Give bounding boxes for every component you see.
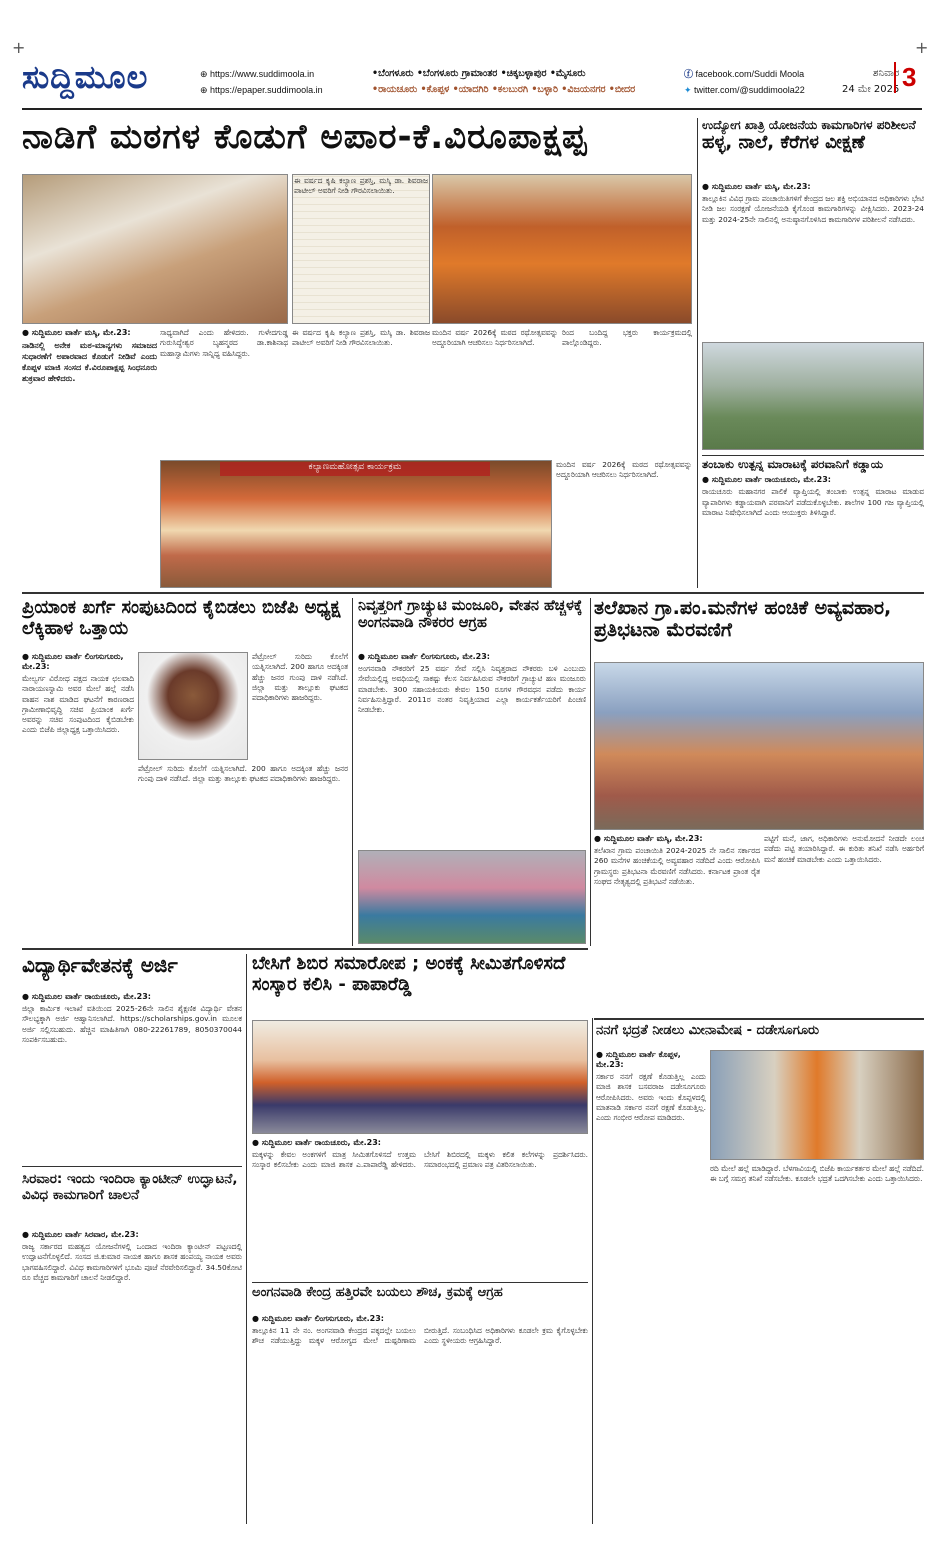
telkhan-col2 (764, 834, 924, 1014)
inspection-headline-box (702, 118, 924, 180)
anganwadi-strike-photo (358, 850, 586, 944)
cities-line-1: •ಬೆಂಗಳೂರು •ಬೆಂಗಳೂರು ಗ್ರಾಮಾಂತರ •ಚಿಕ್ಕಬಳ್ಳಾಪುರ •ಮೈಸೂರು (372, 68, 586, 79)
anganwadi-toilet-headline[interactable]: ಅಂಗನವಾಡಿ ಕೇಂದ್ರ ಹತ್ತಿರವೇ ಬಯಲು ಶೌಚ, ಕ್ರಮಕ್ಕೆ ಆಗ್ರಹ (252, 1286, 503, 1300)
main-photo-speaker (22, 174, 288, 324)
protection-headline[interactable]: ನನಗೆ ಭದ್ರತೆ ನೀಡಲು ಮೀನಾಮೇಷ - ದಡೇಸೂಗೂರು (596, 1024, 820, 1038)
scholarship-headline-box (22, 954, 242, 990)
divider (702, 455, 924, 456)
anganwadi-toilet-body: ತಾಲ್ಲೂಕಿನ 11 ನೇ ನಂ. ಅಂಗನವಾಡಿ ಕೇಂದ್ರದ ಪಕ್ಕದಲ್ಲೇ ಬಯಲು ಶೌಚ ನಡೆಯುತ್ತಿದ್ದು ಮಕ್ಕಳ ಆರೋಗ್ಯದ ಮೇಲೆ ದುಷ್ಪರಿಣಾಮ ಬೀರುತ್ತಿದೆ. ಸಂಬಂಧಿಸಿದ ಅಧಿಕಾರಿಗಳು ಕೂಡಲೇ ಕ್ರಮ ಕೈಗೊಳ್ಳಬೇಕು ಎಂದು ಸ್ಥಳೀಯರು ಆಗ್ರಹಿಸಿದ್ದಾರೆ. (252, 1326, 588, 1346)
facebook-link[interactable]: facebook.com/Suddi Moola (695, 69, 805, 79)
inspection-photo (702, 342, 924, 450)
inspection-body-box (702, 182, 924, 342)
cities-line-2: •ರಾಯಚೂರು •ಕೊಪ್ಪಳ •ಯಾದಗಿರಿ •ಕಲಬುರಗಿ •ಬಳ್ಳಾರಿ •ವಿಜಯನಗರ •ಬೀದರ (372, 84, 636, 95)
main-col3b (292, 328, 430, 458)
kharge-headline[interactable]: ಪ್ರಿಯಾಂಕ ಖರ್ಗೆ ಸಂಪುಟದಿಂದ ಕೈಬಿಡಲು ಬಿಜೆಪಿ ಅಧ್ಯಕ್ಷ ಲೆಕ್ಕಿಹಾಳ ಒತ್ತಾಯ (22, 598, 341, 639)
newspaper-logo[interactable]: ಸುದ್ದಿಮೂಲ (22, 58, 149, 96)
masthead (22, 58, 922, 110)
kharge-byline: ● ಸುದ್ದಿಮೂಲ ವಾರ್ತೆ ಲಿಂಗಸುಗೂರು, ಮೇ.23: (22, 652, 124, 671)
anganwadi-strike-headline-box (358, 598, 586, 648)
edition-cities (372, 66, 635, 98)
inspection-body: ತಾಲ್ಲೂಕಿನ ವಿವಿಧ ಗ್ರಾಮ ಪಂಚಾಯಿತಿಗಳಿಗೆ ಕೇಂದ್ರದ ಜಲ ಶಕ್ತಿ ಅಭಿಯಾನದ ಅಧಿಕಾರಿಗಳು ಭೇಟಿ ನೀಡಿ ಜಲ ಸಂರಕ್ಷಣೆ ಯೋಜನೆಯಡಿ ಕೈಗೊಂಡ ಕಾಮಗಾರಿಗಳನ್ನು ವೀಕ್ಷಿಸಿದರು. 2023-24 ಮತ್ತು 2024-25ನೇ ಸಾಲಿನಲ್ಲಿ ಅನುಷ್ಠಾನಗೊಳಿಸಿದ ಕಾಮಗಾರಿಗಳ ಪರಿಶೀಲನೆ ನಡೆಸಿದರು. (702, 194, 924, 224)
tobacco-article (702, 458, 924, 588)
protection-body-col2: ರದಿ ಮೇಲೆ ಹಲ್ಲೆ ಮಾಡಿದ್ದಾರೆ. ಬೆಳಗಾವಿಯಲ್ಲಿ ಬಿಜೆಪಿ ಕಾರ್ಯಕರ್ತರ ಮೇಲೆ ಹಲ್ಲೆ ನಡೆದಿದೆ. ಈ ಬಗ್ಗೆ ಸಮಗ್ರ ತನಿಖೆ ನಡೆಸಬೇಕು. ಕೂಡಲೇ ಭದ್ರತೆ ಒದಗಿಸಬೇಕು ಎಂದು ಒತ್ತಾಯಿಸಿದರು. (710, 1164, 924, 1184)
main-col2 (160, 328, 288, 458)
inspection-headline[interactable]: ಹಳ್ಳ, ನಾಲೆ, ಕೆರೆಗಳ ವೀಕ್ಷಣೆ (702, 132, 865, 153)
twitter-icon: ✦ (684, 85, 695, 95)
canteen-headline[interactable]: ಸಿರವಾರ: ಇಂದು ಇಂದಿರಾ ಕ್ಯಾಂಟೀನ್ ಉದ್ಘಾಟನೆ, ವಿವಿಧ ಕಾಮಗಾರಿಗೆ ಚಾಲನೆ (22, 1172, 238, 1203)
section-divider (22, 592, 924, 594)
registration-mark: + (12, 38, 26, 57)
divider (22, 1166, 242, 1167)
photo-banner: ಕಲ್ಯಾಣಮಹೋತ್ಸವ ಕಾರ್ಯಕ್ರಮ (220, 462, 490, 476)
scholarship-byline: ● ಸುದ್ದಿಮೂಲ ವಾರ್ತೆ ರಾಯಚೂರು, ಮೇ.23: (22, 992, 151, 1001)
column-divider (352, 598, 353, 946)
tobacco-headline[interactable]: ತಂಬಾಕು ಉತ್ಪನ್ನ ಮಾರಾಟಕ್ಕೆ ಪರವಾನಿಗೆ ಕಡ್ಡಾಯ (702, 458, 884, 471)
canteen-byline: ● ಸುದ್ದಿಮೂಲ ವಾರ್ತೆ ಸಿರವಾರ, ಮೇ.23: (22, 1230, 139, 1239)
main-photo-seers (432, 174, 692, 324)
epaper-link[interactable]: https://epaper.suddimoola.in (210, 85, 323, 95)
divider (252, 1282, 588, 1283)
summer-camp-headline[interactable]: ಬೇಸಿಗೆ ಶಿಬಿರ ಸಮಾರೋಪ ; ಅಂಕಕ್ಕೆ ಸೀಮಿತಗೊಳಿಸದೆ ಸಂಸ್ಕಾರ ಕಲಿಸಿ - ಪಾಪಾರೆಡ್ಡಿ (252, 954, 566, 995)
kharge-headline-box (22, 598, 348, 648)
anganwadi-toilet-byline: ● ಸುದ್ದಿಮೂಲ ವಾರ್ತೆ ಲಿಂಗಸುಗೂರು, ಮೇ.23: (252, 1314, 384, 1323)
main-photo-ceremony (160, 460, 552, 588)
anganwadi-strike-headline[interactable]: ನಿವೃತ್ತರಿಗೆ ಗ್ರಾಚ್ಯುಟಿ ಮಂಜೂರಿ, ವೇತನ ಹೆಚ್ಚಳಕ್ಕೆ ಅಂಗನವಾಡಿ ನೌಕರರ ಆಗ್ರಹ (358, 598, 583, 631)
website-links (200, 66, 323, 98)
tobacco-body: ರಾಯಚೂರು ಮಹಾನಗರ ಪಾಲಿಕೆ ವ್ಯಾಪ್ತಿಯಲ್ಲಿ ತಂಬಾಕು ಉತ್ಪನ್ನ ಮಾರಾಟ ಮಾಡುವ ವ್ಯಾಪಾರಿಗಳು ಕಡ್ಡಾಯವಾಗಿ ಪರವಾನಿಗೆ ಪಡೆದುಕೊಳ್ಳಬೇಕು. ಶಾಲೆಗಳ 100 ಗಜ ವ್ಯಾಪ್ತಿಯಲ್ಲಿ ಮಾರಾಟ ನಿಷೇಧಿಸಲಾಗಿದೆ ಎಂದು ಆಯುಕ್ತರು ತಿಳಿಸಿದ್ದಾರೆ. (702, 487, 924, 517)
scholarship-body-box (22, 992, 242, 1162)
main-byline: ● ಸುದ್ದಿಮೂಲ ವಾರ್ತೆ ಮಸ್ಕಿ, ಮೇ.23: (22, 328, 131, 337)
main-body-col3b: ಈ ವರ್ಷದ ಕೃಷಿ ಕಲ್ಯಾಣ ಪ್ರಶಸ್ತಿ, ಮಸ್ಕಿ ಡಾ. ಶಿವರಾಜ ಪಾಟೀಲ್ ಅವರಿಗೆ ನೀಡಿ ಗೌರವಿಸಲಾಯಿತು. (292, 328, 430, 348)
page-number: 3 (894, 62, 916, 93)
anganwadi-strike-byline: ● ಸುದ್ದಿಮೂಲ ವಾರ್ತೆ ಲಿಂಗಸುಗೂರು, ಮೇ.23: (358, 652, 490, 661)
main-body-col5b: ಮಂದಿನ ವರ್ಷ 2026ಕ್ಕೆ ಮಠದ ರಥೋತ್ಸವವನ್ನು ಅದ್ದೂರಿಯಾಗಿ ಆಚರಿಸಲು ನಿರ್ಧರಿಸಲಾಗಿದೆ. (556, 460, 692, 480)
issue-date (842, 66, 899, 98)
main-body-col5: ರಿಂದ ಬಂದಿದ್ದ ಭಕ್ತರು ಕಾರ್ಯಕ್ರಮದಲ್ಲಿ ಪಾಲ್ಗೊಂಡಿದ್ದರು. (562, 328, 692, 348)
protection-col2 (710, 1164, 924, 1514)
telkhan-body: ತಲೆಖಾನ ಗ್ರಾಮ ಪಂಚಾಯಿತಿ 2024-2025 ನೇ ಸಾಲಿನ ಸರ್ಕಾರದ 260 ಮನೆಗಳ ಹಂಚಿಕೆಯಲ್ಲಿ ಅವ್ಯವಹಾರ ನಡೆದಿದೆ ಎಂದು ಆರೋಪಿಸಿ ಗ್ರಾಮಸ್ಥರು ಪ್ರತಿಭಟನಾ ಮೆರವಣಿಗೆ ನಡೆಸಿದರು. ಕರ್ನಾಟಕ ಪ್ರಾಂತ ರೈತ ಸಂಘದ ನೇತೃತ್ವದಲ್ಲಿ ಪ್ರತಿಭಟನೆ ನಡೆಯಿತು. (594, 846, 760, 886)
column-divider (590, 598, 591, 946)
summer-camp-body: ಮಕ್ಕಳನ್ನು ಕೇವಲ ಅಂಕಗಳಿಗೆ ಮಾತ್ರ ಸೀಮಿತಗೊಳಿಸದೆ ಉತ್ತಮ ಸಂಸ್ಕಾರ ಕಲಿಸಬೇಕು ಎಂದು ಮಾಜಿ ಶಾಸಕ ಎ.ಪಾಪಾರೆಡ್ಡಿ ಹೇಳಿದರು. ಬೇಸಿಗೆ ಶಿಬಿರದಲ್ಲಿ ಮಕ್ಕಳು ಕಲಿತ ಕಲೆಗಳನ್ನು ಪ್ರದರ್ಶಿಸಿದರು. ಸಮಾರಂಭದಲ್ಲಿ ಪ್ರಮಾಣ ಪತ್ರ ವಿತರಿಸಲಾಯಿತು. (252, 1150, 588, 1170)
issue-day: ಶನಿವಾರ (873, 68, 900, 79)
summer-camp-body-box (252, 1138, 588, 1278)
anganwadi-toilet-headline-box (252, 1286, 588, 1312)
main-body-col4: ಮಂದಿನ ವರ್ಷ 2026ಕ್ಕೆ ಮಠದ ರಥೋತ್ಸವವನ್ನು ಅದ್ದೂರಿಯಾಗಿ ಆಚರಿಸಲು ನಿರ್ಧರಿಸಲಾಗಿದೆ. (432, 328, 558, 348)
telkhan-body-col2: ಪಟ್ಟಿಗೆ ಮನೆ, ಜಾಗ, ಅಧಿಕಾರಿಗಳು ಅನುಮೋದನೆ ನೀಡದೇ ಲಂಚ ಪಡೆದು ಪಟ್ಟಿ ತಯಾರಿಸಿದ್ದಾರೆ. ಈ ಕುರಿತು ತನಿಖೆ ನಡೆಸಿ ಅರ್ಹರಿಗೆ ಮನೆ ಹಂಚಿಕೆ ಮಾಡಬೇಕು ಎಂದು ಒತ್ತಾಯಿಸಿದರು. (764, 834, 924, 864)
social-links (684, 66, 805, 98)
telkhan-photo (594, 662, 924, 830)
main-body-col2: ಸಾಧ್ಯವಾಗಿದೆ ಎಂದು ಹೇಳಿದರು. ಗುಳೇದಗುಡ್ಡ ಗುರುಸಿದ್ಧೇಶ್ವರ ಬೃಹನ್ಮಠದ ಡಾ.ಕಾಶಿನಾಥ ಮಹಾಸ್ವಾಮಿಗಳು ಸಾನ್ನಿಧ್ಯ ವಹಿಸಿದ್ದರು. (160, 328, 288, 358)
main-col4 (432, 328, 558, 458)
inspection-byline: ● ಸುದ್ದಿಮೂಲ ವಾರ್ತೆ ಮಸ್ಕಿ, ಮೇ.23: (702, 182, 811, 191)
inspection-kicker: ಉದ್ಯೋಗ ಖಾತ್ರಿ ಯೋಜನೆಯ ಕಾಮಗಾರಿಗಳ ಪರಿಶೀಲನೆ (702, 118, 916, 132)
section-divider (22, 948, 588, 950)
main-lead: ನಾಡಿನಲ್ಲಿ ಅನೇಕ ಮಠ-ಮಾನ್ಯಗಳು ಸಮಾಜದ ಸುಧಾರಣೆಗೆ ಅಪಾರವಾದ ಕೊಡುಗೆ ನೀಡಿವೆ ಎಂದು ಕೊಪ್ಪಳ ಮಾಜಿ ಸಂಸದ ಕೆ.ವಿರೂಪಾಕ್ಷಪ್ಪ ಸಿಂಧನೂರು ಶುಕ್ರವಾರ ಹೇಳಿದರು. (22, 341, 157, 383)
main-headline-box (22, 118, 692, 170)
anganwadi-strike-body-box (358, 652, 586, 848)
canteen-headline-box (22, 1172, 242, 1228)
main-col5b (556, 460, 692, 590)
twitter-link[interactable]: twitter.com/@suddimoola22 (694, 85, 805, 95)
kharge-photo-portrait (138, 652, 248, 760)
telkhan-byline: ● ಸುದ್ದಿಮೂಲ ವಾರ್ತೆ ಮಸ್ಕಿ, ಮೇ.23: (594, 834, 703, 843)
telkhan-headline[interactable]: ತಲೆಖಾನ ಗ್ರಾ.ಪಂ.ಮನೆಗಳ ಹಂಚಿಕೆ ಅವ್ಯವಹಾರ, ಪ್ರತಿಭಟನಾ ಮೆರವಣಿಗೆ (594, 598, 892, 641)
kharge-body: ಮೇಲ್ವರ್ಗ ವಿರೋಧ ಪಕ್ಷದ ನಾಯಕ ಛಲವಾದಿ ನಾರಾಯಣಸ್ವಾಮಿ ಅವರ ಮೇಲೆ ಹಲ್ಲೆ ನಡೆಸಿ ವಾಹನ ನಾಶ ಮಾಡಿದ ಘಟನೆಗೆ ಕಾರಣರಾದ ಗ್ರಾಮೀಣಾಭಿವೃದ್ಧಿ ಸಚಿವ ಪ್ರಿಯಾಂಕ ಖರ್ಗೆ ಅವರನ್ನು ಸಚಿವ ಸಂಪುಟದಿಂದ ಕೈಬಿಡಬೇಕು ಎಂದು ಬಿಜೆಪಿ ಜಿಲ್ಲಾಧ್ಯಕ್ಷ ಒತ್ತಾಯಿಸಿದರು. (22, 674, 134, 735)
telkhan-headline-box (594, 598, 924, 658)
summer-camp-headline-box (252, 954, 588, 1016)
column-divider (592, 1018, 593, 1524)
scholarship-body: ಜಿಲ್ಲಾ ಕಾರ್ಮಿಕ ಇಲಾಖೆ ವತಿಯಿಂದ 2025-26ನೇ ಸಾಲಿನ ಶೈಕ್ಷಣಿಕ ವಿದ್ಯಾರ್ಥಿ ವೇತನ ಸೌಲಭ್ಯಕ್ಕಾಗಿ ಅರ್ಜಿ ಆಹ್ವಾನಿಸಲಾಗಿದೆ. https://scholarships.gov.in ಮೂಲಕ ಅರ್ಜಿ ಸಲ್ಲಿಸಬಹುದು. ಹೆಚ್ಚಿನ ಮಾಹಿತಿಗಾಗಿ 080-22261789, 8050370044 ಸಂಪರ್ಕಿಸಬಹುದು. (22, 1004, 242, 1044)
main-body-col3: ಈ ವರ್ಷದ ಕೃಷಿ ಕಲ್ಯಾಣ ಪ್ರಶಸ್ತಿ, ಮಸ್ಕಿ ಡಾ. ಶಿವರಾಜ ಪಾಟೀಲ್ ಅವರಿಗೆ ನೀಡಿ ಗೌರವಿಸಲಾಯಿತು. (294, 176, 428, 196)
telkhan-col1 (594, 834, 760, 1014)
anganwadi-toilet-body-box (252, 1314, 588, 1520)
protection-byline: ● ಸುದ್ದಿಮೂಲ ವಾರ್ತೆ ಕೊಪ್ಪಳ, ಮೇ.23: (596, 1050, 681, 1069)
kharge-col1 (22, 652, 134, 942)
tobacco-byline: ● ಸುದ್ದಿಮೂಲ ವಾರ್ತೆ ರಾಯಚೂರು, ಮೇ.23: (702, 475, 831, 485)
kharge-col2 (138, 764, 348, 944)
protection-body: ಸರ್ಕಾರ ನನಗೆ ರಕ್ಷಣೆ ಕೊಡುತ್ತಿಲ್ಲ ಎಂದು ಮಾಜಿ ಶಾಸಕ ಬಸವರಾಜ ದಡೇಸೂಗೂರು ಆರೋಪಿಸಿದರು. ಅವರು ಇಂದು ಕೊಪ್ಪಳದಲ್ಲಿ ಮಾತನಾಡಿ ಸರ್ಕಾರ ನನಗೆ ರಕ್ಷಣೆ ಕೊಡುತ್ತಿಲ್ಲ. ಎಂದು ಗಂಭೀರ ಆರೋಪ ಮಾಡಿದರು. (596, 1072, 706, 1123)
canteen-body-box (22, 1230, 242, 1520)
protection-headline-box (596, 1024, 924, 1048)
protection-col1 (596, 1050, 706, 1515)
kharge-col3 (252, 652, 348, 760)
scholarship-headline[interactable]: ವಿದ್ಯಾರ್ಥಿವೇತನಕ್ಕೆ ಅರ್ಜಿ (22, 954, 178, 977)
main-col5 (562, 328, 692, 458)
canteen-body: ರಾಜ್ಯ ಸರ್ಕಾರದ ಮಹತ್ವದ ಯೋಜನೆಗಳಲ್ಲಿ ಒಂದಾದ ಇಂದಿರಾ ಕ್ಯಾಂಟೀನ್ ಪಟ್ಟಣದಲ್ಲಿ ಉದ್ಘಾಟನೆಗೊಳ್ಳಲಿದೆ. ಸಂಸದ ಜಿ.ಕುಮಾರ ನಾಯಕ ಹಾಗೂ ಶಾಸಕ ಹಂಪಯ್ಯ ನಾಯಕ ಅವರು ಭಾಗವಹಿಸಲಿದ್ದಾರೆ. ವಿವಿಧ ಕಾಮಗಾರಿಗಳಿಗೆ ಭೂಮಿ ಪೂಜೆ ನೆರವೇರಿಸಲಿದ್ದಾರೆ. 34.50ಕೋಟಿ ರೂ ವೆಚ್ಚದ ಕಾಮಗಾರಿಗೆ ಚಾಲನೆ ನೀಡಲಿದ್ದಾರೆ. (22, 1242, 242, 1282)
main-headline[interactable]: ನಾಡಿಗೆ ಮಠಗಳ ಕೊಡುಗೆ ಅಪಾರ-ಕೆ.ವಿರೂಪಾಕ್ಷಪ್ಪ (22, 118, 588, 157)
kharge-body-col3: ಪೆಟ್ರೋಲ್ ಸುರಿದು ಕೊಲೆಗೆ ಯತ್ನಿಸಲಾಗಿದೆ. 200 ಹಾಗೂ ಅದಕ್ಕಿಂತ ಹೆಚ್ಚು ಜನರ ಗುಂಪು ದಾಳಿ ನಡೆಸಿದೆ. ಜಿಲ್ಲಾ ಮತ್ತು ತಾಲ್ಲೂಕು ಘಟಕದ ಪದಾಧಿಕಾರಿಗಳು ಹಾಜರಿದ್ದರು. (252, 652, 348, 703)
website-link[interactable]: https://www.suddimoola.in (210, 69, 315, 79)
column-divider (246, 954, 247, 1524)
summer-camp-byline: ● ಸುದ್ದಿಮೂಲ ವಾರ್ತೆ ರಾಯಚೂರು, ಮೇ.23: (252, 1138, 381, 1147)
anganwadi-strike-body: ಅಂಗನವಾಡಿ ನೌಕರರಿಗೆ 25 ವರ್ಷ ಸೇವೆ ಸಲ್ಲಿಸಿ ನಿವೃತ್ತರಾದ ನೌಕರರು ಬಳಿ ಎಂಬುದು ಸೇವೆಯಲ್ಲಿದ್ದ ಅವಧಿಯಲ್ಲಿ ಸಾಕಷ್ಟು ಕೆಲಸ ನಿರ್ವಹಿಸಿರುವ ನೌಕರರಿಗೆ ಗ್ರಾಚ್ಯುಟಿ ಹಣ ಮಂಜೂರು ಮಾಡಬೇಕು. 300 ಸಹಾಯಕಿಯರು ಕೇವಲ 150 ರೂಗಳ ಗೌರವಧನ ಪಡೆದು ಕಾರ್ಯ ನಿರ್ವಹಿಸುತ್ತಿದ್ದಾರೆ. 2011ರ ನಂತರ ನಿವೃತ್ತಿಯಾದ ಎಲ್ಲಾ ಕಾರ್ಯಕರ್ತೆಯರಿಗೆ ಪಿಂಚಣಿ ನೀಡಬೇಕು. (358, 664, 586, 715)
summer-camp-photo (252, 1020, 588, 1134)
globe-icon: ⊕ (200, 69, 211, 79)
kharge-body-col2: ಪೆಟ್ರೋಲ್ ಸುರಿದು ಕೊಲೆಗೆ ಯತ್ನಿಸಲಾಗಿದೆ. 200 ಹಾಗೂ ಅದಕ್ಕಿಂತ ಹೆಚ್ಚು ಜನರ ಗುಂಪು ದಾಳಿ ನಡೆಸಿದೆ. ಜಿಲ್ಲಾ ಮತ್ತು ತಾಲ್ಲೂಕು ಘಟಕದ ಪದಾಧಿಕಾರಿಗಳು ಹಾಜರಿದ್ದರು. (138, 764, 348, 784)
registration-mark: + (915, 38, 929, 57)
globe-icon: ⊕ (200, 85, 211, 95)
column-divider (697, 118, 698, 588)
protection-photo (710, 1050, 924, 1160)
facebook-icon: ⓕ (684, 69, 696, 79)
issue-date-text: 24 ಮೇ 2025 (842, 84, 900, 95)
